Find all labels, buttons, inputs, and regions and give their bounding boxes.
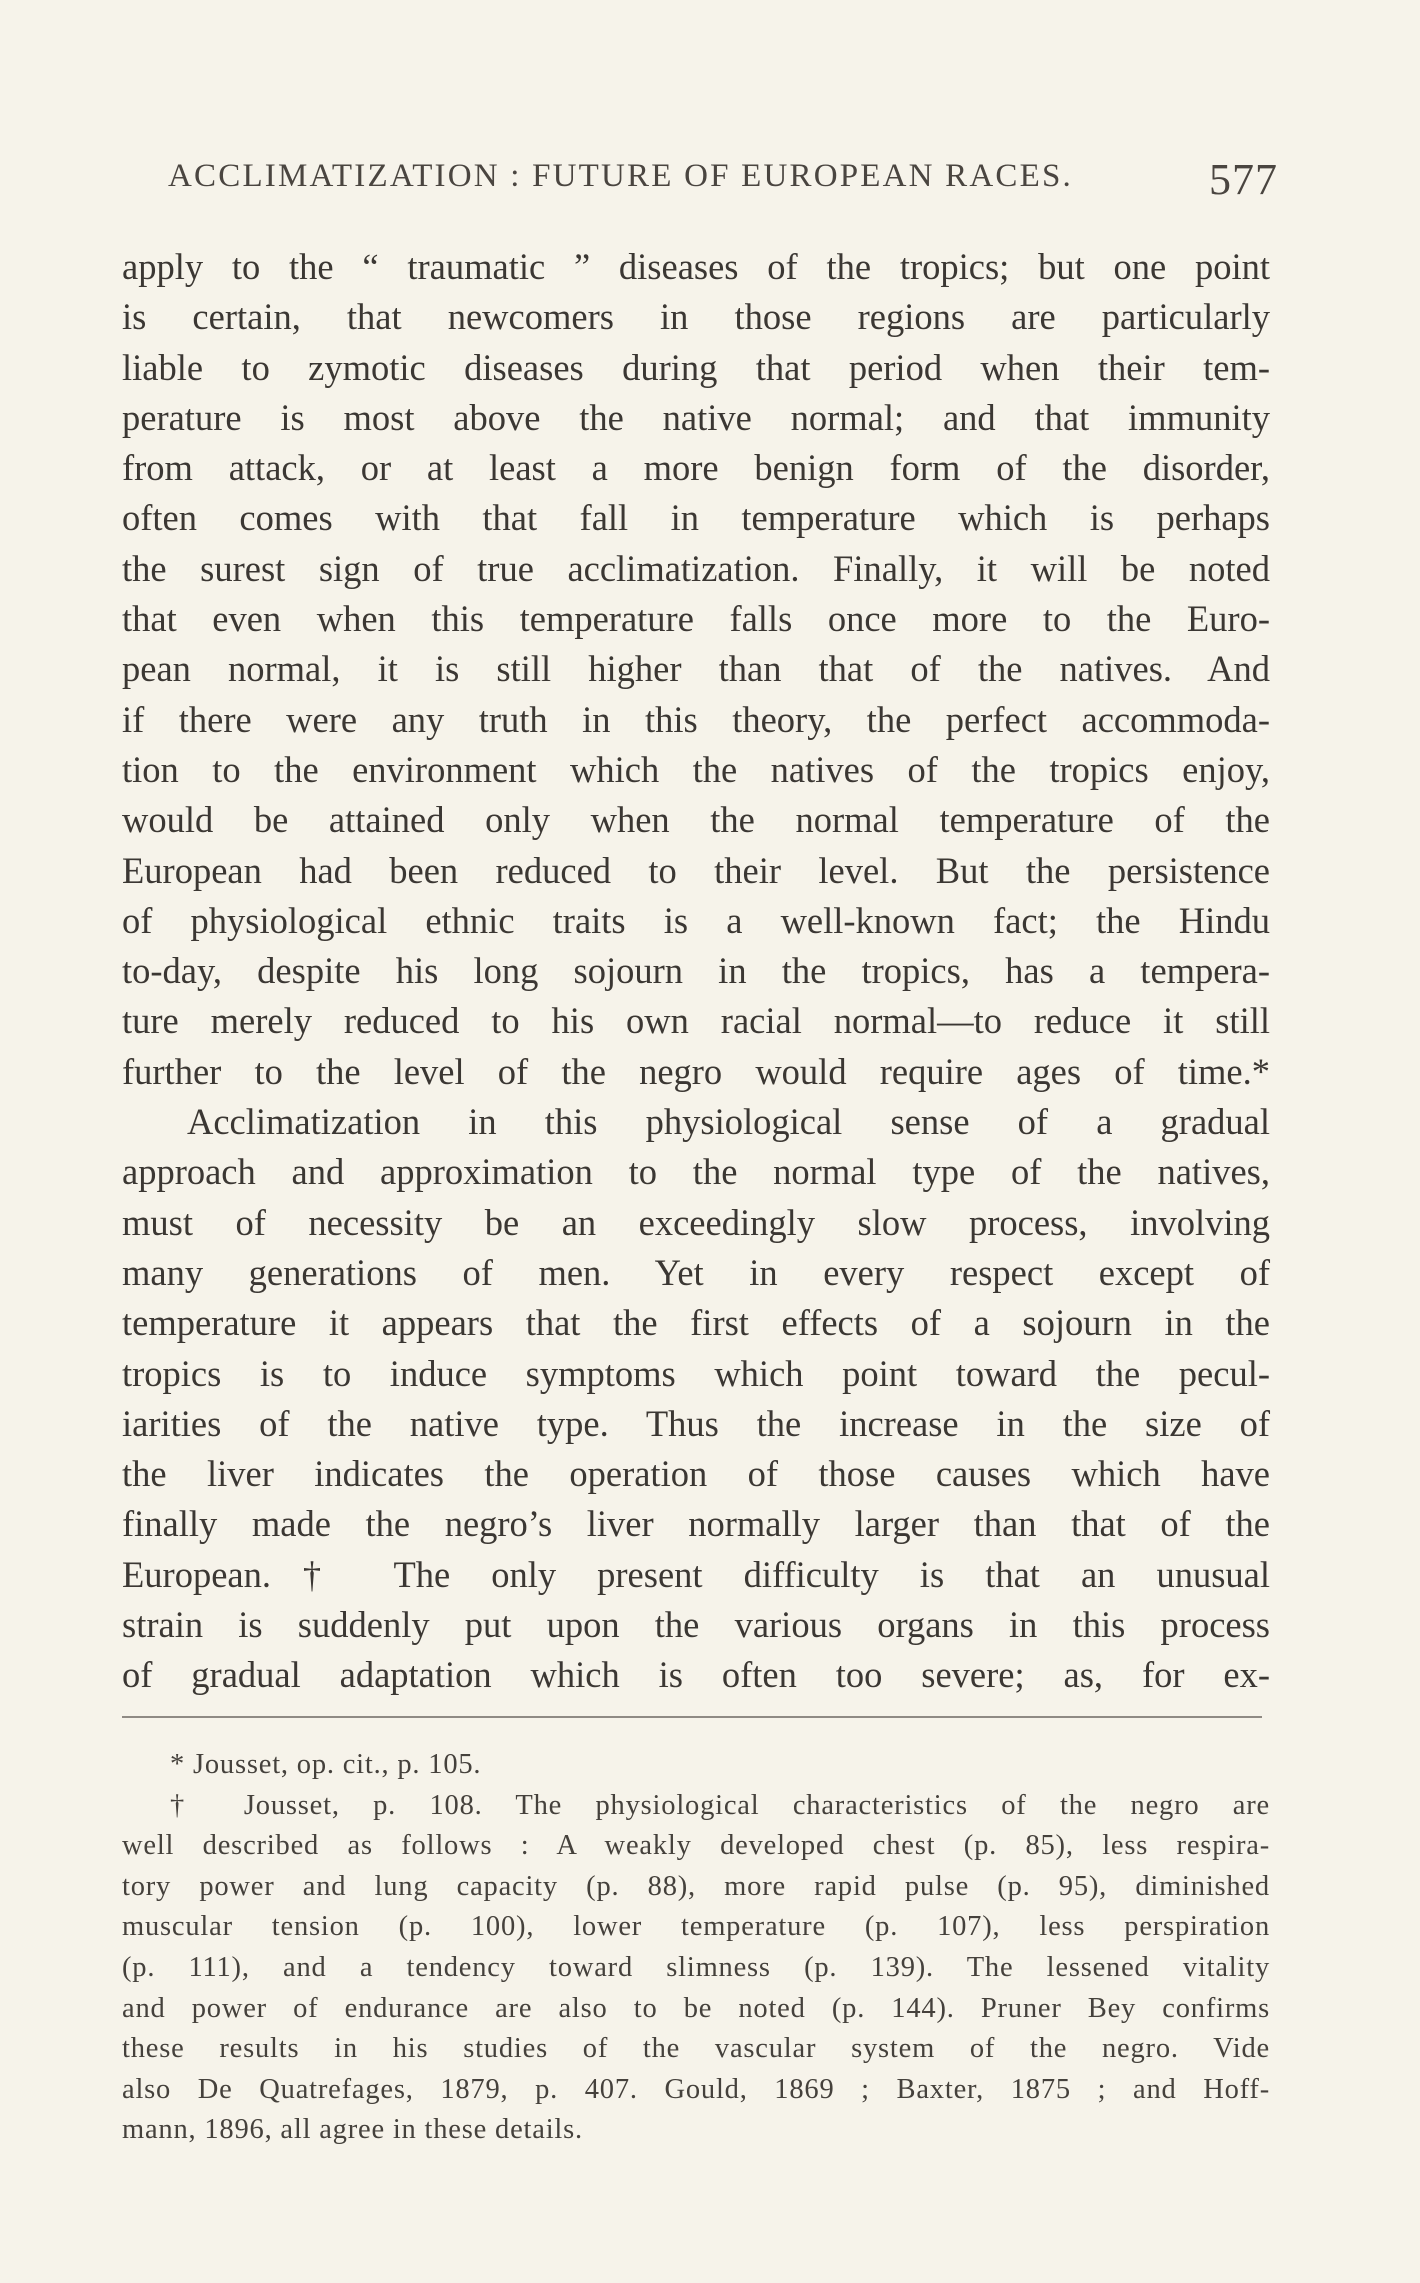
text-line: pean normal, it is still higher than that of the natives. And bbox=[122, 648, 1270, 690]
footnote-line: mann, 1896, all agree in these details. bbox=[122, 2114, 583, 2146]
text-line: strain is suddenly put upon the various organs in this process bbox=[122, 1604, 1270, 1646]
body-text bbox=[122, 242, 1270, 1701]
text-line: European.† The only present difficulty is that an unusual bbox=[122, 1553, 1270, 1595]
text-line: ture merely reduced to his own racial normal—to reduce it still bbox=[122, 1000, 1270, 1042]
text-line: of physiological ethnic traits is a well-known fact; the Hindu bbox=[122, 899, 1270, 941]
text-line: would be attained only when the normal temperature of the bbox=[122, 799, 1270, 841]
text-line: if there were any truth in this theory, the perfect accommoda- bbox=[122, 698, 1270, 740]
text-line: European had been reduced to their level. But the persistence bbox=[122, 849, 1270, 891]
footnote-line: tory power and lung capacity (p. 88), more rapid pulse (p. 95), diminished bbox=[122, 1870, 1270, 1902]
footnote-line: (p. 111), and a tendency toward slimness (p. 139). The lessened vitality bbox=[122, 1951, 1270, 1983]
text-line: the surest sign of true acclimatization. Finally, it will be noted bbox=[122, 547, 1270, 589]
text-line: further to the level of the negro would require ages of time.* bbox=[122, 1050, 1270, 1092]
text-line: from attack, or at least a more benign form of the disorder, bbox=[122, 447, 1270, 489]
footnote-line: * Jousset, op. cit., p. 105. bbox=[170, 1749, 482, 1780]
paragraph-start-line: Acclimatization in this physiological sense of a gradual bbox=[187, 1101, 1270, 1143]
text-line: must of necessity be an exceedingly slow process, involving bbox=[122, 1201, 1270, 1243]
page-number: 577 bbox=[1209, 155, 1278, 204]
text-line: the liver indicates the operation of those causes which have bbox=[122, 1453, 1270, 1495]
running-title: ACCLIMATIZATION : FUTURE OF EUROPEAN RACES. bbox=[168, 158, 1073, 194]
text-line: perature is most above the native normal; and that immunity bbox=[122, 396, 1270, 438]
text-line: approach and approximation to the normal type of the natives, bbox=[122, 1151, 1270, 1193]
text-line: tropics is to induce symptoms which point toward the pecul- bbox=[122, 1352, 1270, 1394]
running-head bbox=[168, 150, 1278, 210]
footnote-divider bbox=[122, 1716, 1262, 1718]
text-line: is certain, that newcomers in those regions are particularly bbox=[122, 296, 1270, 338]
footnote-line: and power of endurance are also to be noted (p. 144). Pruner Bey confirms bbox=[122, 1992, 1270, 2024]
text-line: often comes with that fall in temperature which is perhaps bbox=[122, 497, 1270, 539]
footnote-line: muscular tension (p. 100), lower temperature (p. 107), less perspiration bbox=[122, 1911, 1270, 1943]
footnotes bbox=[122, 1745, 1270, 2151]
text-line: liable to zymotic diseases during that period when their tem- bbox=[122, 346, 1270, 388]
text-line: apply to the “ traumatic ” diseases of the tropics; but one point bbox=[122, 246, 1270, 287]
footnote-line: these results in his studies of the vascular system of the negro. Vide bbox=[122, 2033, 1270, 2065]
text-line: tion to the environment which the natives of the tropics enjoy, bbox=[122, 748, 1270, 790]
text-line: finally made the negro’s liver normally larger than that of the bbox=[122, 1503, 1270, 1545]
text-line: to-day, despite his long sojourn in the tropics, has a tempera- bbox=[122, 950, 1270, 992]
text-line: iarities of the native type. Thus the increase in the size of bbox=[122, 1402, 1270, 1444]
footnote-line: † Jousset, p. 108. The physiological characteristics of the negro are bbox=[170, 1789, 1270, 1821]
text-line: that even when this temperature falls once more to the Euro- bbox=[122, 598, 1270, 640]
footnote-line: well described as follows : A weakly developed chest (p. 85), less respira- bbox=[122, 1830, 1270, 1862]
text-line: of gradual adaptation which is often too severe; as, for ex- bbox=[122, 1654, 1270, 1696]
footnote-line: also De Quatrefages, 1879, p. 407. Gould, 1869 ; Baxter, 1875 ; and Hoff- bbox=[122, 2073, 1270, 2105]
text-line: temperature it appears that the first effects of a sojourn in the bbox=[122, 1302, 1270, 1344]
text-line: many generations of men. Yet in every respect except of bbox=[122, 1251, 1270, 1293]
